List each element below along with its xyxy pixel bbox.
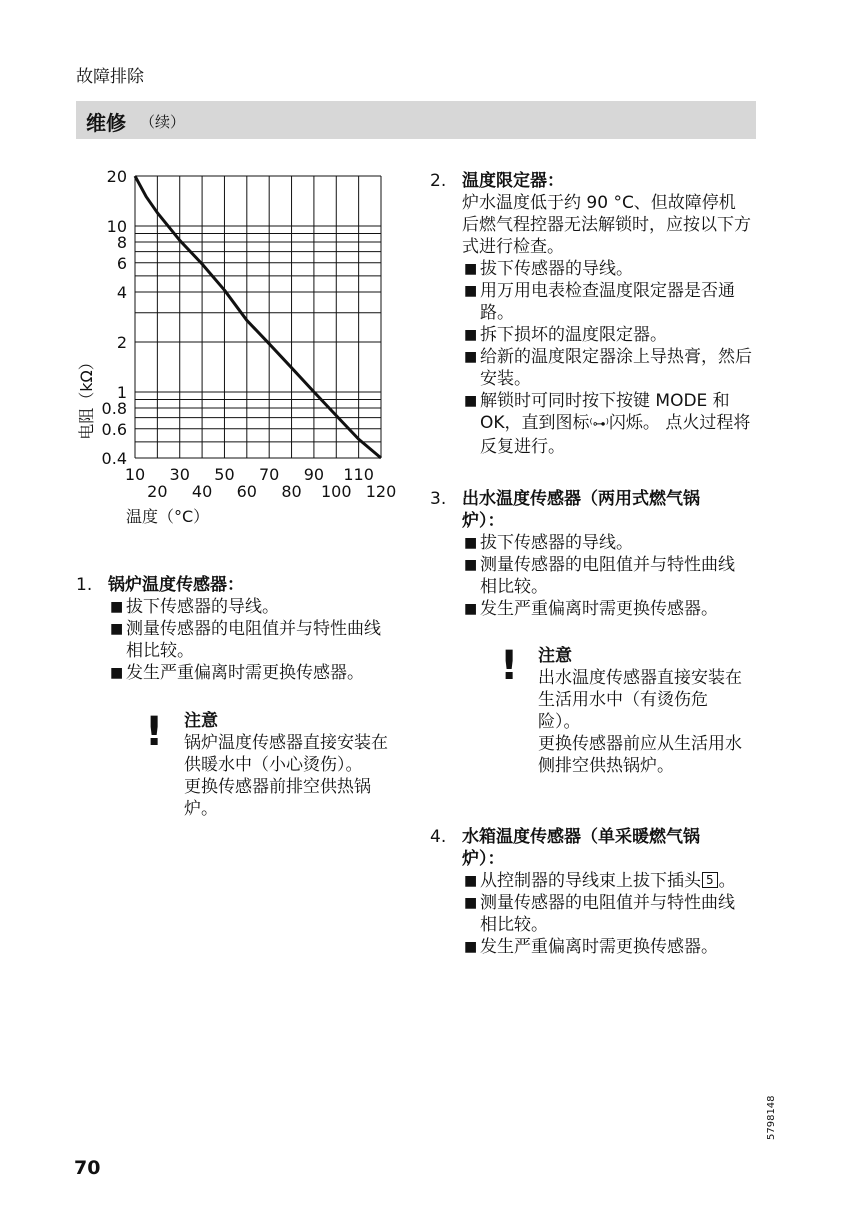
list-item: ■ 用万用电表检查温度限定器是否通路。 — [480, 280, 758, 324]
section-label: 故障排除 — [76, 67, 144, 87]
item-1-number: 1. — [76, 575, 93, 595]
item-4-number: 4. — [430, 827, 447, 847]
chart-svg — [60, 160, 420, 540]
y-tick-label: 0.4 — [101, 449, 127, 468]
x-tick-label: 80 — [281, 482, 302, 501]
list-item: ■ 从控制器的导线束上拔下插头 5 。 — [480, 870, 750, 892]
y-tick-label: 8 — [116, 233, 127, 253]
y-tick-label: 0.8 — [101, 399, 127, 419]
item-3-heading: 出水温度传感器（两用式燃气锅炉）： — [462, 489, 700, 531]
x-axis-label: 温度（°C） — [126, 507, 210, 526]
list-item: ■ 测量传感器的电阻值并与特性曲线相比较。 — [480, 554, 750, 598]
x-tick-label: 100 — [320, 482, 352, 501]
characteristic-curve — [135, 176, 381, 458]
x-tick-label: 40 — [191, 482, 213, 501]
note-3-line: 出水温度传感器直接安装在生活用水中（有烫伤危险）。 — [538, 668, 742, 732]
note-3-line: 更换传感器前应从生活用水侧排空供热锅炉。 — [538, 734, 742, 776]
resistance-chart — [60, 160, 420, 544]
x-tick-label: 70 — [259, 465, 280, 484]
item-3-number: 3. — [430, 489, 447, 509]
x-tick-label: 90 — [303, 465, 325, 484]
list-item: ■ 发生严重偏离时需更换传感器。 — [480, 598, 750, 620]
x-tick-label: 30 — [169, 465, 190, 484]
note-1-line: 更换传感器前排空供热锅炉。 — [184, 777, 371, 819]
x-tick-label: 20 — [147, 482, 168, 501]
document-code: 5798148 — [766, 1095, 777, 1140]
page-number: 70 — [74, 1157, 101, 1179]
warning-icon: ! — [145, 709, 164, 755]
warning-icon: ! — [500, 643, 519, 689]
title-bar — [76, 101, 756, 139]
list-item: ■ 拔下传感器的导线。 — [480, 258, 758, 280]
y-axis-label: 电阻（kΩ） — [77, 354, 96, 440]
list-item: ■ 发生严重偏离时需更换传感器。 — [480, 936, 750, 958]
list-item: ■ 拔下传感器的导线。 — [126, 596, 394, 618]
connector-5-label: 5 — [702, 872, 718, 888]
y-tick-label: 20 — [106, 167, 127, 186]
note-1-line: 锅炉温度传感器直接安装在供暖水中（小心烫伤）。 — [184, 733, 388, 775]
y-tick-label: 1 — [116, 382, 127, 402]
unlock-text-a: 解锁时可同时按下按键 MODE 和 OK，直到图标 — [480, 391, 730, 433]
y-tick-label: 0.6 — [101, 419, 127, 439]
item-2-heading: 温度限定器： — [462, 171, 564, 191]
note-1 — [184, 710, 394, 820]
burner-icon: ⁽⊶⁾ — [589, 417, 609, 432]
y-tick-label: 10 — [106, 216, 127, 236]
list-item — [480, 390, 758, 458]
item-1-bullets — [126, 596, 394, 684]
list-item: ■ 拔下传感器的导线。 — [480, 532, 750, 554]
list-item: ■ 发生严重偏离时需更换传感器。 — [126, 662, 394, 684]
x-tick-label: 110 — [343, 465, 374, 484]
y-tick-label: 6 — [116, 253, 127, 273]
list-item: ■ 测量传感器的电阻值并与特性曲线相比较。 — [126, 618, 394, 662]
y-tick-label: 4 — [116, 283, 127, 303]
x-tick-label: 50 — [214, 465, 235, 484]
item-4-heading: 水箱温度传感器（单采暖燃气锅炉）： — [462, 827, 700, 869]
unlock-text-b: 闪烁。 点火过程将反复进行。 — [480, 413, 751, 457]
item-2-number: 2. — [430, 171, 447, 191]
note-1-title: 注意 — [184, 711, 218, 731]
item-2-bullets — [480, 258, 758, 458]
page-title-suffix: （续） — [140, 113, 186, 131]
x-tick-label: 60 — [236, 482, 257, 501]
item-2-intro: 炉水温度低于约 90 °C、但故障停机后燃气程控器无法解锁时，应按以下方式进行检查。 — [462, 193, 751, 257]
note-3-title: 注意 — [538, 646, 572, 666]
list-item: ■ 拆下损坏的温度限定器。 — [480, 324, 758, 346]
item-1-heading: 锅炉温度传感器： — [108, 575, 244, 595]
list-item: ■ 给新的温度限定器涂上导热膏，然后安装。 — [480, 346, 758, 390]
list-item: ■ 测量传感器的电阻值并与特性曲线相比较。 — [480, 892, 750, 936]
page-title: 维修 — [86, 111, 126, 135]
x-tick-label: 10 — [124, 465, 146, 484]
note-3 — [538, 645, 748, 777]
item-3-bullets — [480, 532, 750, 620]
x-tick-label: 120 — [365, 482, 397, 501]
item-4-bullets — [480, 870, 750, 958]
y-tick-label: 2 — [116, 332, 127, 352]
